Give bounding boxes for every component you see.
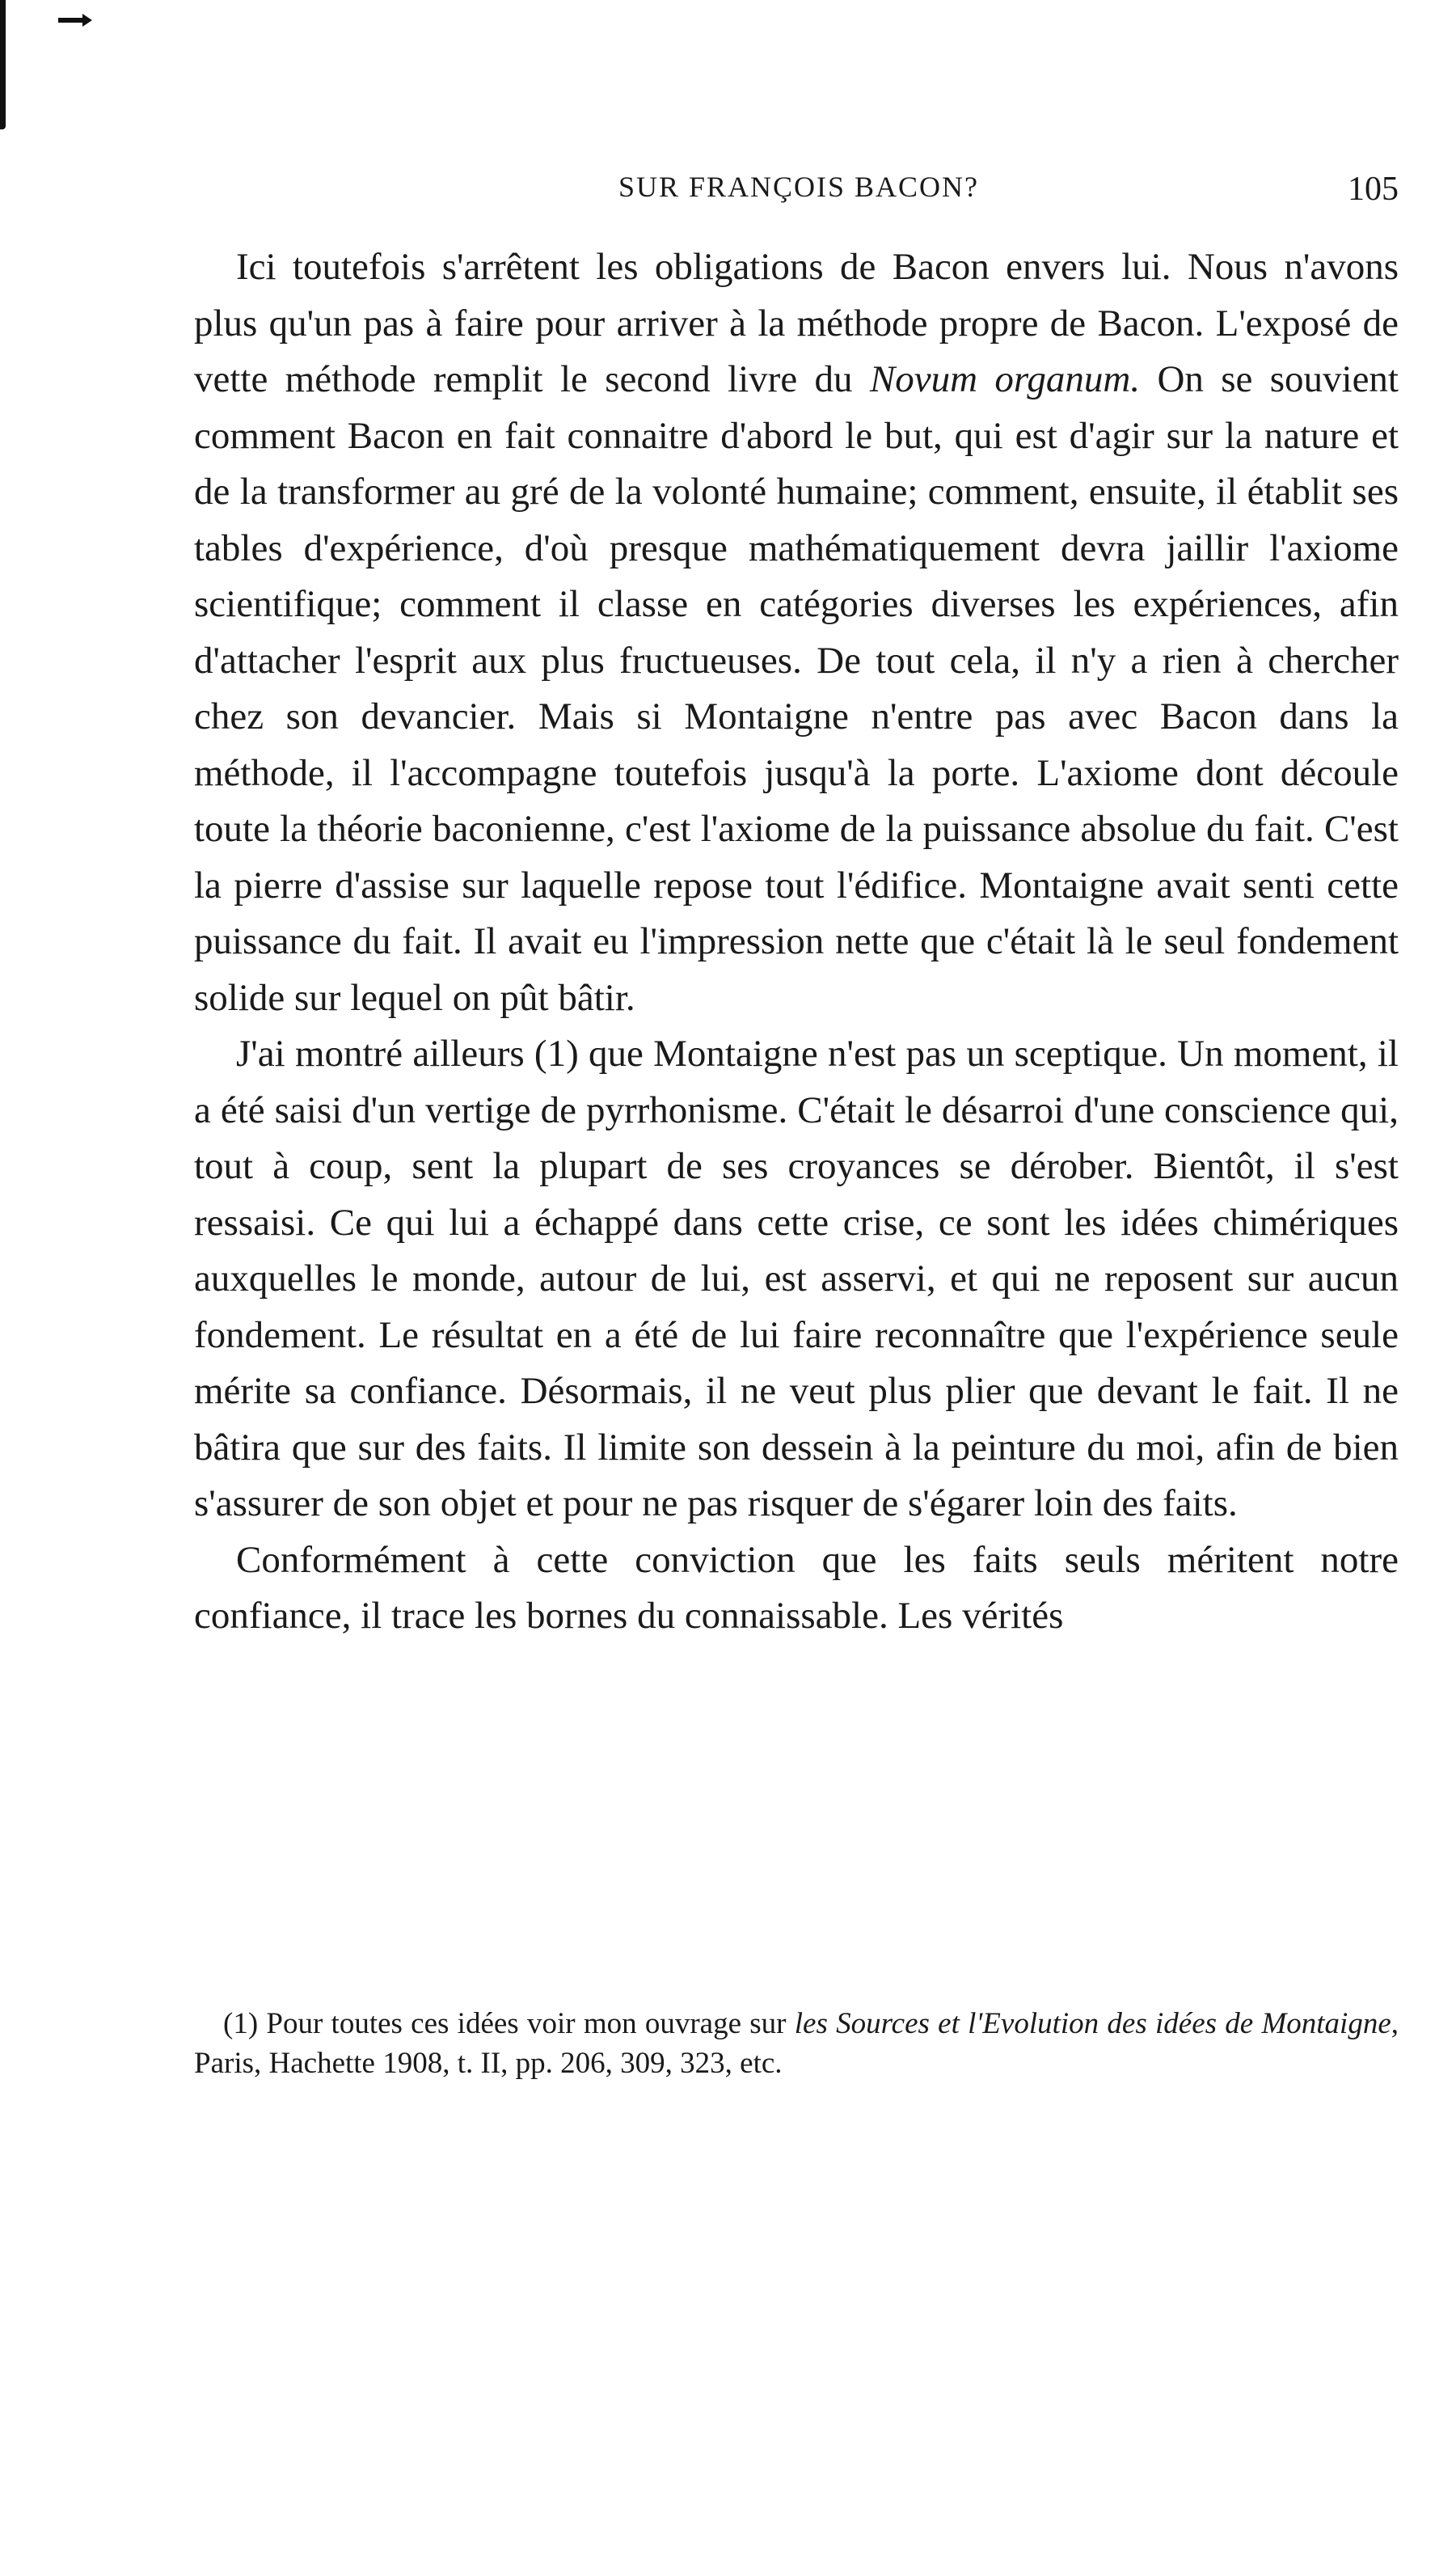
- footnote-work-title: les Sources et l'Evolution des idées de Montaigne: [794, 2007, 1391, 2040]
- scan-arrow-mark: [58, 18, 86, 23]
- page-header: [199, 170, 1399, 218]
- footnotes: [194, 2004, 1399, 2083]
- page-number: 105: [1348, 171, 1399, 208]
- paragraph-3: Conformément à cette conviction que les faits seuls méritent notre confiance, il trace les bornes du connaissable. Les vérités: [194, 1538, 1399, 1637]
- footnote-1: [194, 2004, 1399, 2083]
- paragraph-1-text-start: Ici toutefois s'arrêtent les obligations de Bacon envers lui. Nous n'avons plus qu'un pas à faire pour arriver à la méthode propre de Bacon. L'exposé de vette méthode remplit le second livre du: [194, 246, 1399, 400]
- running-title: SUR FRANÇOIS BACON?: [618, 171, 980, 203]
- scan-edge-mark: [0, 0, 6, 129]
- paragraph-1: [194, 239, 1399, 1026]
- paragraph-1-text-end: On se souvient comment Bacon en fait connaitre d'abord le but, qui est d'agir sur la nature et de la transformer au gré de la volonté humaine; comment, ensuite, il établit ses tables d'expérience, d'où presque mathématiquement devra jaillir l'axiome scientifique; comment il classe en catégories diverses les expériences, afin d'attacher l'esprit aux plus fructueuses. De tout cela, il n'y a rien à chercher chez son devancier. Mais si Montaigne n'entre pas avec Bacon dans la méthode, il l'accompagne toutefois jusqu'à la porte. L'axiome dont découle toute la théorie baconienne, c'est l'axiome de la puissance absolue du fait. C'est la pierre d'assise sur laquelle repose tout l'édifice. Montaigne avait senti cette puissance du fait. Il avait eu l'impression nette que c'était là le seul fondement solide sur lequel on pût bâtir.: [194, 358, 1399, 1019]
- paragraph-2: J'ai montré ailleurs (1) que Montaigne n'est pas un sceptique. Un moment, il a été saisi d'un vertige de pyrrhonisme. C'était le désarroi d'une conscience qui, tout à coup, sent la plupart de ses croyances se dérober. Bientôt, il s'est ressaisi. Ce qui lui a échappé dans cette crise, ce sont les idées chimériques auxquelles le monde, autour de lui, est asservi, et qui ne reposent sur aucun fondement. Le résultat en a été de lui faire reconnaître que l'expérience seule mérite sa confiance. Désormais, il ne veut plus plier que devant le fait. Il ne bâtira que sur des faits. Il limite son dessein à la peinture du moi, afin de bien s'assurer de son objet et pour ne pas risquer de s'égarer loin des faits.: [194, 1033, 1399, 1524]
- body-text: [194, 239, 1399, 1645]
- book-title-novum-organum: Novum organum.: [869, 358, 1141, 400]
- footnote-1-text-start: (1) Pour toutes ces idées voir mon ouvrage sur: [223, 2007, 795, 2040]
- footnote-1-text-end: , Paris, Hachette 1908, t. II, pp. 206, 309, 323, etc.: [194, 2007, 1399, 2080]
